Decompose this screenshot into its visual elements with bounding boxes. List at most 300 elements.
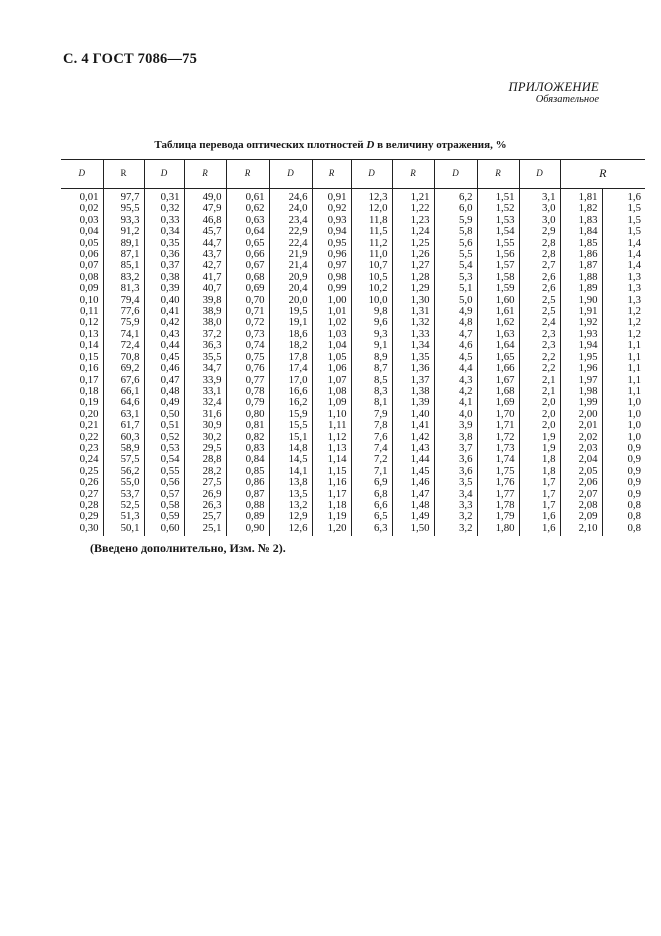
density-cell: 0,36 [144, 249, 184, 260]
reflectance-cell: 8,9 [351, 352, 392, 363]
reflectance-cell: 6,5 [351, 511, 392, 522]
density-cell: 1,03 [312, 329, 351, 340]
density-cell: 0,67 [226, 260, 269, 271]
table-row [61, 523, 645, 536]
reflectance-cell: 8,5 [351, 375, 392, 386]
reflectance-cell: 27,5 [184, 477, 226, 488]
density-cell: 1,32 [392, 317, 434, 328]
reflectance-cell: 55,0 [103, 477, 144, 488]
density-cell: 1,95 [560, 352, 602, 363]
density-cell: 0,56 [144, 477, 184, 488]
reflectance-cell: 2,2 [519, 363, 560, 374]
reflectance-cell: 10,0 [351, 295, 392, 306]
reflectance-cell: 97,7 [103, 189, 144, 204]
density-cell: 1,91 [560, 306, 602, 317]
density-cell: 0,40 [144, 295, 184, 306]
density-cell: 0,95 [312, 238, 351, 249]
reflectance-cell: 4,7 [434, 329, 477, 340]
density-cell: 1,84 [560, 226, 602, 237]
density-cell: 0,10 [79, 293, 99, 306]
table-row [61, 489, 645, 500]
conversion-table [61, 159, 645, 536]
reflectance-cell: 20,4 [269, 283, 312, 294]
reflectance-cell: 1,4 [602, 260, 645, 271]
reflectance-cell: 2,1 [519, 386, 560, 397]
density-cell: 0,44 [144, 340, 184, 351]
reflectance-cell: 3,4 [434, 489, 477, 500]
reflectance-cell: 5,3 [434, 272, 477, 283]
table-row [61, 375, 645, 386]
density-cell: 0,97 [312, 260, 351, 271]
density-cell: 1,83 [560, 215, 602, 226]
reflectance-cell: 66,1 [103, 386, 144, 397]
table-header-row [61, 160, 645, 189]
reflectance-cell: 5,0 [434, 295, 477, 306]
reflectance-cell: 2,7 [519, 260, 560, 271]
density-cell: 0,57 [144, 489, 184, 500]
density-cell: 0,21 [79, 419, 99, 432]
reflectance-cell: 5,8 [434, 226, 477, 237]
density-cell: 1,75 [477, 466, 519, 477]
reflectance-cell: 12,0 [351, 203, 392, 214]
density-cell: 1,06 [312, 363, 351, 374]
reflectance-cell: 1,3 [602, 283, 645, 294]
density-cell: 1,47 [392, 489, 434, 500]
reflectance-cell: 2,1 [519, 375, 560, 386]
density-cell: 1,59 [477, 283, 519, 294]
density-cell: 1,65 [477, 352, 519, 363]
reflectance-cell: 1,5 [602, 226, 645, 237]
density-cell: 2,01 [560, 420, 602, 431]
density-cell: 0,81 [226, 420, 269, 431]
reflectance-cell: 5,1 [434, 283, 477, 294]
reflectance-cell: 6,8 [351, 489, 392, 500]
density-cell: 1,13 [312, 443, 351, 454]
table-row [61, 283, 645, 294]
density-cell: 0,60 [144, 523, 184, 536]
table-row [61, 443, 645, 454]
reflectance-cell: 20,0 [269, 295, 312, 306]
reflectance-cell: 19,5 [269, 306, 312, 317]
reflectance-cell: 18,6 [269, 329, 312, 340]
reflectance-cell: 1,4 [602, 249, 645, 260]
reflectance-cell: 47,9 [184, 203, 226, 214]
reflectance-cell: 2,2 [519, 352, 560, 363]
density-cell: 1,40 [392, 409, 434, 420]
density-cell: 1,04 [312, 340, 351, 351]
reflectance-cell: 30,2 [184, 432, 226, 443]
reflectance-cell: 19,1 [269, 317, 312, 328]
reflectance-cell: 1,0 [602, 397, 645, 408]
density-cell: 0,54 [144, 454, 184, 465]
density-cell: 0,83 [226, 443, 269, 454]
reflectance-cell: 49,0 [184, 189, 226, 204]
reflectance-cell: 15,1 [269, 432, 312, 443]
density-cell: 1,35 [392, 352, 434, 363]
density-cell: 1,72 [477, 432, 519, 443]
reflectance-cell: 8,7 [351, 363, 392, 374]
density-cell: 0,25 [79, 464, 99, 477]
reflectance-cell: 75,9 [103, 317, 144, 328]
density-cell: 0,52 [144, 432, 184, 443]
reflectance-cell: 0,9 [602, 443, 645, 454]
reflectance-cell: 3,9 [434, 420, 477, 431]
reflectance-cell: 9,8 [351, 306, 392, 317]
density-cell: 0,03 [79, 213, 99, 226]
density-cell: 0,09 [79, 282, 99, 295]
density-cell: 1,54 [477, 226, 519, 237]
reflectance-cell: 91,2 [103, 226, 144, 237]
reflectance-cell: 3,0 [519, 215, 560, 226]
reflectance-cell: 4,1 [434, 397, 477, 408]
reflectance-cell: 1,9 [519, 432, 560, 443]
density-cell: 1,24 [392, 226, 434, 237]
density-cell: 1,10 [312, 409, 351, 420]
density-cell: 1,74 [477, 454, 519, 465]
reflectance-cell: 1,6 [519, 511, 560, 522]
reflectance-cell: 2,3 [519, 329, 560, 340]
table-row [61, 238, 645, 249]
density-cell: 0,96 [312, 249, 351, 260]
reflectance-cell: 1,6 [602, 189, 645, 204]
reflectance-cell: 38,9 [184, 306, 226, 317]
reflectance-cell: 22,4 [269, 238, 312, 249]
density-cell: 1,51 [477, 189, 519, 204]
density-cell: 0,12 [79, 316, 99, 329]
density-cell: 1,17 [312, 489, 351, 500]
density-cell: 0,04 [79, 225, 99, 238]
reflectance-cell: 6,0 [434, 203, 477, 214]
density-cell: 1,88 [560, 272, 602, 283]
reflectance-cell: 14,1 [269, 466, 312, 477]
density-cell: 0,94 [312, 226, 351, 237]
density-cell: 1,16 [312, 477, 351, 488]
density-cell: 0,14 [79, 339, 99, 352]
density-cell: 1,41 [392, 420, 434, 431]
density-cell: 2,08 [560, 500, 602, 511]
density-cell: 1,85 [560, 238, 602, 249]
density-cell: 1,48 [392, 500, 434, 511]
density-cell: 1,52 [477, 203, 519, 214]
density-cell: 1,30 [392, 295, 434, 306]
density-cell: 0,30 [79, 521, 99, 534]
reflectance-cell: 4,5 [434, 352, 477, 363]
reflectance-cell: 3,5 [434, 477, 477, 488]
density-cell: 1,34 [392, 340, 434, 351]
reflectance-cell: 28,8 [184, 454, 226, 465]
reflectance-cell: 44,7 [184, 238, 226, 249]
density-cell: 0,38 [144, 272, 184, 283]
density-cell: 0,28 [79, 498, 99, 511]
reflectance-cell: 10,7 [351, 260, 392, 271]
column-header: R [560, 160, 645, 189]
density-cell: 0,47 [144, 375, 184, 386]
density-cell: 1,50 [392, 523, 434, 536]
table-row [61, 340, 645, 351]
reflectance-cell: 53,7 [103, 489, 144, 500]
density-cell: 0,59 [144, 511, 184, 522]
reflectance-cell: 1,2 [602, 306, 645, 317]
reflectance-cell: 22,9 [269, 226, 312, 237]
reflectance-cell: 0,9 [602, 466, 645, 477]
reflectance-cell: 3,6 [434, 466, 477, 477]
density-cell: 1,37 [392, 375, 434, 386]
density-cell: 0,93 [312, 215, 351, 226]
density-cell: 1,56 [477, 249, 519, 260]
table-row [61, 511, 645, 522]
density-cell: 0,76 [226, 363, 269, 374]
reflectance-cell: 72,4 [103, 340, 144, 351]
reflectance-cell: 15,5 [269, 420, 312, 431]
density-cell: 1,66 [477, 363, 519, 374]
table-row [61, 215, 645, 226]
density-cell: 0,42 [144, 317, 184, 328]
density-cell: 0,46 [144, 363, 184, 374]
density-cell: 1,42 [392, 432, 434, 443]
reflectance-cell: 7,6 [351, 432, 392, 443]
reflectance-cell: 29,5 [184, 443, 226, 454]
reflectance-cell: 1,1 [602, 363, 645, 374]
density-cell: 0,64 [226, 226, 269, 237]
density-cell: 1,71 [477, 420, 519, 431]
reflectance-cell: 89,1 [103, 238, 144, 249]
reflectance-cell: 5,5 [434, 249, 477, 260]
reflectance-cell: 50,1 [103, 523, 144, 536]
reflectance-cell: 51,3 [103, 511, 144, 522]
density-cell: 1,80 [477, 523, 519, 536]
density-cell: 0,05 [79, 236, 99, 249]
density-cell: 0,87 [226, 489, 269, 500]
density-cell: 1,61 [477, 306, 519, 317]
table-row [61, 409, 645, 420]
reflectance-cell: 2,4 [519, 317, 560, 328]
density-cell: 2,10 [560, 523, 602, 536]
reflectance-cell: 6,9 [351, 477, 392, 488]
density-cell: 1,98 [560, 386, 602, 397]
density-cell: 1,45 [392, 466, 434, 477]
reflectance-cell: 1,7 [519, 477, 560, 488]
density-cell: 0,37 [144, 260, 184, 271]
reflectance-cell: 11,5 [351, 226, 392, 237]
reflectance-cell: 95,5 [103, 203, 144, 214]
reflectance-cell: 23,4 [269, 215, 312, 226]
reflectance-cell: 83,2 [103, 272, 144, 283]
reflectance-cell: 13,2 [269, 500, 312, 511]
table-row [61, 272, 645, 283]
reflectance-cell: 0,9 [602, 454, 645, 465]
column-header: D [519, 160, 560, 189]
density-cell: 0,72 [226, 317, 269, 328]
column-header: R [226, 160, 269, 189]
reflectance-cell: 0,9 [602, 477, 645, 488]
density-cell: 1,31 [392, 306, 434, 317]
reflectance-cell: 34,7 [184, 363, 226, 374]
table-row [61, 317, 645, 328]
column-header: D [61, 160, 103, 189]
density-cell: 0,50 [144, 409, 184, 420]
reflectance-cell: 7,1 [351, 466, 392, 477]
reflectance-cell: 13,8 [269, 477, 312, 488]
density-cell: 0,17 [79, 373, 99, 386]
density-cell: 0,53 [144, 443, 184, 454]
density-cell: 0,80 [226, 409, 269, 420]
density-cell: 0,69 [226, 283, 269, 294]
density-cell: 0,98 [312, 272, 351, 283]
reflectance-cell: 12,3 [351, 189, 392, 204]
reflectance-cell: 0,8 [602, 500, 645, 511]
reflectance-cell: 9,1 [351, 340, 392, 351]
table-caption [0, 139, 661, 151]
reflectance-cell: 12,6 [269, 523, 312, 536]
reflectance-cell: 17,8 [269, 352, 312, 363]
density-cell: 0,13 [79, 327, 99, 340]
table-row [61, 203, 645, 214]
density-cell: 1,25 [392, 238, 434, 249]
reflectance-cell: 4,4 [434, 363, 477, 374]
density-cell: 1,33 [392, 329, 434, 340]
density-cell: 0,86 [226, 477, 269, 488]
reflectance-cell: 52,5 [103, 500, 144, 511]
table-row [61, 500, 645, 511]
reflectance-cell: 41,7 [184, 272, 226, 283]
density-cell: 1,67 [477, 375, 519, 386]
density-cell: 2,06 [560, 477, 602, 488]
reflectance-cell: 36,3 [184, 340, 226, 351]
reflectance-cell: 58,9 [103, 443, 144, 454]
density-cell: 2,00 [560, 409, 602, 420]
caption-text-after: в величину отражения, % [374, 139, 507, 151]
density-cell: 1,14 [312, 454, 351, 465]
reflectance-cell: 0,8 [602, 511, 645, 522]
reflectance-cell: 4,9 [434, 306, 477, 317]
density-cell: 0,71 [226, 306, 269, 317]
reflectance-cell: 1,1 [602, 375, 645, 386]
density-cell: 0,35 [144, 238, 184, 249]
reflectance-cell: 67,6 [103, 375, 144, 386]
reflectance-cell: 38,0 [184, 317, 226, 328]
reflectance-cell: 1,8 [519, 454, 560, 465]
reflectance-cell: 14,5 [269, 454, 312, 465]
column-header: D [144, 160, 184, 189]
reflectance-cell: 3,3 [434, 500, 477, 511]
table-row [61, 420, 645, 431]
reflectance-cell: 17,0 [269, 375, 312, 386]
density-cell: 0,74 [226, 340, 269, 351]
density-cell: 1,97 [560, 375, 602, 386]
density-cell: 0,23 [79, 441, 99, 454]
table-row [61, 386, 645, 397]
reflectance-cell: 1,7 [519, 500, 560, 511]
reflectance-cell: 11,2 [351, 238, 392, 249]
density-cell: 1,76 [477, 477, 519, 488]
reflectance-cell: 25,1 [184, 523, 226, 536]
reflectance-cell: 33,9 [184, 375, 226, 386]
reflectance-cell: 1,7 [519, 489, 560, 500]
table-row [61, 189, 645, 204]
reflectance-cell: 17,4 [269, 363, 312, 374]
density-cell: 1,18 [312, 500, 351, 511]
reflectance-cell: 5,6 [434, 238, 477, 249]
density-cell: 1,55 [477, 238, 519, 249]
reflectance-cell: 77,6 [103, 306, 144, 317]
reflectance-cell: 15,9 [269, 409, 312, 420]
density-cell: 0,90 [226, 523, 269, 536]
density-cell: 0,34 [144, 226, 184, 237]
density-cell: 0,55 [144, 466, 184, 477]
density-cell: 0,78 [226, 386, 269, 397]
reflectance-cell: 2,8 [519, 249, 560, 260]
appendix-title: ПРИЛОЖЕНИЕ [508, 80, 599, 94]
reflectance-cell: 33,1 [184, 386, 226, 397]
density-cell: 1,86 [560, 249, 602, 260]
density-cell: 1,46 [392, 477, 434, 488]
density-cell: 1,12 [312, 432, 351, 443]
reflectance-cell: 37,2 [184, 329, 226, 340]
density-cell: 0,20 [79, 407, 99, 420]
reflectance-cell: 4,3 [434, 375, 477, 386]
density-cell: 0,43 [144, 329, 184, 340]
reflectance-cell: 5,9 [434, 215, 477, 226]
reflectance-cell: 2,0 [519, 420, 560, 431]
reflectance-cell: 79,4 [103, 295, 144, 306]
reflectance-cell: 1,9 [519, 443, 560, 454]
reflectance-cell: 57,5 [103, 454, 144, 465]
column-header: R [103, 160, 144, 189]
reflectance-cell: 1,1 [602, 352, 645, 363]
density-cell: 2,05 [560, 466, 602, 477]
density-cell: 1,87 [560, 260, 602, 271]
reflectance-cell: 2,6 [519, 272, 560, 283]
table-row [61, 295, 645, 306]
density-cell: 1,08 [312, 386, 351, 397]
density-cell: 1,73 [477, 443, 519, 454]
density-cell: 2,03 [560, 443, 602, 454]
density-cell: 0,32 [144, 203, 184, 214]
density-cell: 1,20 [312, 523, 351, 536]
caption-text-before: Таблица перевода оптических плотностей [154, 139, 367, 151]
reflectance-cell: 18,2 [269, 340, 312, 351]
density-cell: 1,77 [477, 489, 519, 500]
density-cell: 1,57 [477, 260, 519, 271]
density-cell: 2,09 [560, 511, 602, 522]
reflectance-cell: 2,8 [519, 238, 560, 249]
reflectance-cell: 2,0 [519, 409, 560, 420]
reflectance-cell: 9,3 [351, 329, 392, 340]
density-cell: 1,94 [560, 340, 602, 351]
density-cell: 0,15 [79, 350, 99, 363]
reflectance-cell: 31,6 [184, 409, 226, 420]
density-cell: 0,99 [312, 283, 351, 294]
reflectance-cell: 1,2 [602, 329, 645, 340]
reflectance-cell: 26,3 [184, 500, 226, 511]
column-header: D [351, 160, 392, 189]
density-cell: 1,05 [312, 352, 351, 363]
amendment-note: (Введено дополнительно, Изм. № 2). [90, 541, 286, 555]
density-cell: 1,07 [312, 375, 351, 386]
density-cell: 0,82 [226, 432, 269, 443]
density-cell: 1,28 [392, 272, 434, 283]
table-row [61, 260, 645, 271]
density-cell: 1,02 [312, 317, 351, 328]
table-row [61, 432, 645, 443]
density-cell: 0,85 [226, 466, 269, 477]
density-cell: 1,60 [477, 295, 519, 306]
density-cell: 0,31 [144, 189, 184, 204]
reflectance-cell: 2,6 [519, 283, 560, 294]
reflectance-cell: 39,8 [184, 295, 226, 306]
reflectance-cell: 1,0 [602, 420, 645, 431]
density-cell: 0,79 [226, 397, 269, 408]
